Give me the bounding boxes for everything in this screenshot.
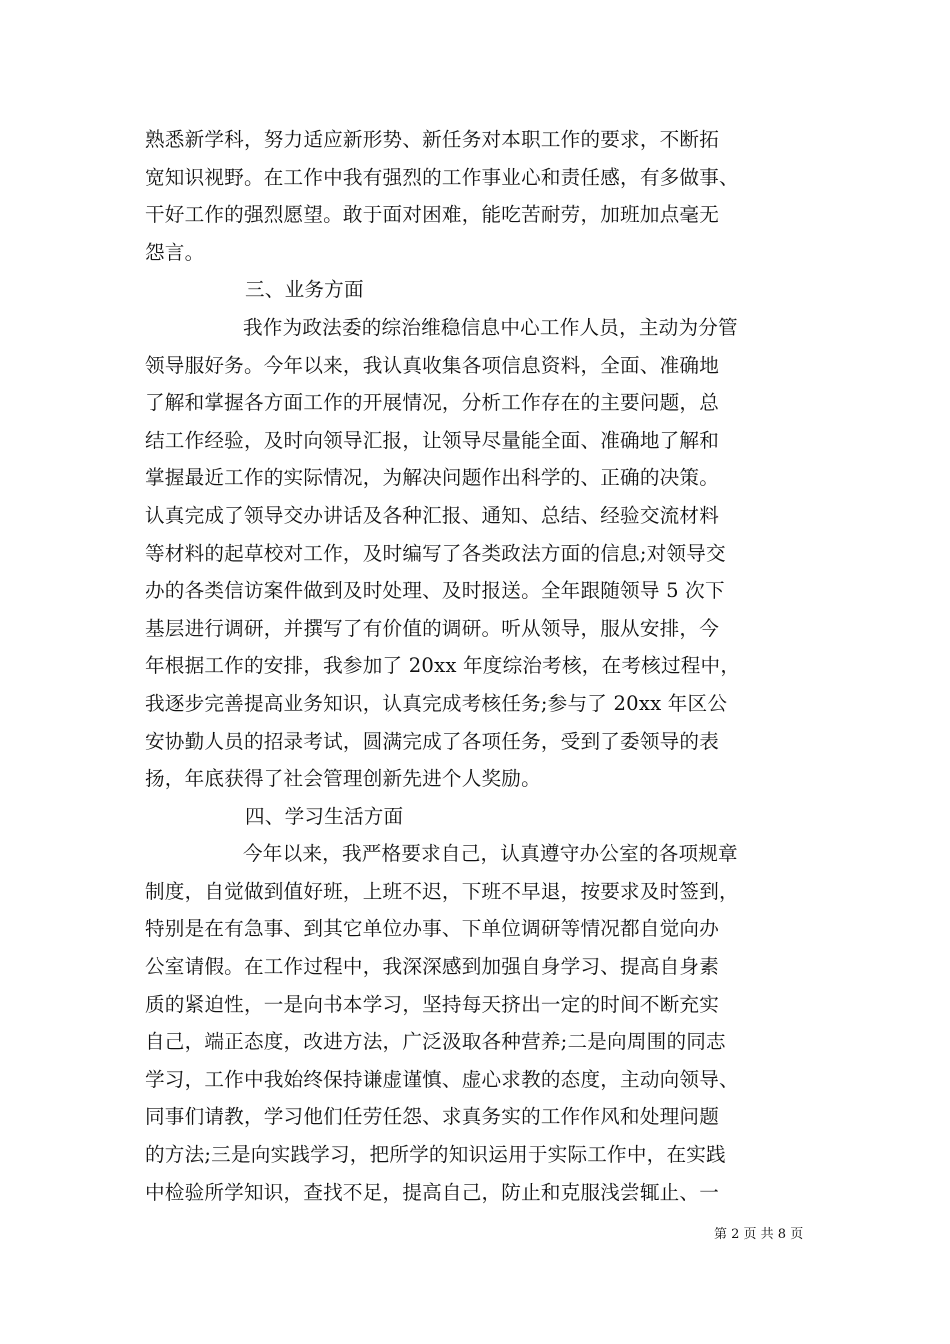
- section-heading-study-life: 四、学习生活方面: [245, 804, 404, 828]
- paragraph-line: 特别是在有急事、到其它单位办事、下单位调研等情况都自觉向办: [145, 917, 720, 941]
- paragraph-line: 掌握最近工作的实际情况，为解决问题作出科学的、正确的决策。: [145, 466, 720, 490]
- paragraph-line: 结工作经验，及时向领导汇报，让领导尽量能全面、准确地了解和: [145, 428, 720, 452]
- page-number: 第 2 页 共 8 页: [714, 1227, 804, 1242]
- paragraph-line: 认真完成了领导交办讲话及各种汇报、通知、总结、经验交流材料: [145, 503, 720, 527]
- paragraph-line: 基层进行调研，并撰写了有价值的调研。听从领导，服从安排，今: [145, 616, 720, 640]
- paragraph-line: 质的紧迫性，一是向书本学习，坚持每天挤出一定的时间不断充实: [145, 992, 720, 1016]
- document-body: [145, 121, 835, 1211]
- paragraph-line: 干好工作的强烈愿望。敢于面对困难，能吃苦耐劳，加班加点毫无: [145, 203, 720, 227]
- paragraph-line: 了解和掌握各方面工作的开展情况，分析工作存在的主要问题，总: [145, 391, 720, 415]
- paragraph-line: 扬，年底获得了社会管理创新先进个人奖励。: [145, 767, 541, 791]
- paragraph-line: 自己，端正态度，改进方法，广泛汲取各种营养;二是向周围的同志: [145, 1030, 726, 1054]
- paragraph-line: 同事们请教，学习他们任劳任怨、求真务实的工作作风和处理问题: [145, 1105, 720, 1129]
- paragraph-line: 我逐步完善提高业务知识，认真完成考核任务;参与了 20xx 年区公: [145, 691, 728, 715]
- section-heading-business: 三、业务方面: [245, 278, 364, 302]
- paragraph-line: 领导服好务。今年以来，我认真收集各项信息资料，全面、准确地: [145, 353, 720, 377]
- paragraph-line: 中检验所学知识，查找不足，提高自己，防止和克服浅尝辄止、一: [145, 1180, 720, 1204]
- paragraph-line: 年根据工作的安排，我参加了 20xx 年度综治考核，在考核过程中，: [145, 654, 741, 678]
- paragraph-line: 的方法;三是向实践学习，把所学的知识运用于实际工作中，在实践: [145, 1143, 726, 1167]
- paragraph-line: 等材料的起草校对工作，及时编写了各类政法方面的信息;对领导交: [145, 541, 726, 565]
- paragraph-line: 宽知识视野。在工作中我有强烈的工作事业心和责任感，有多做事、: [145, 165, 739, 189]
- paragraph-line: 我作为政法委的综治维稳信息中心工作人员，主动为分管: [243, 315, 738, 339]
- paragraph-line: 熟悉新学科，努力适应新形势、新任务对本职工作的要求，不断拓: [145, 128, 720, 151]
- paragraph-line: 办的各类信访案件做到及时处理、及时报送。全年跟随领导 5 次下: [145, 579, 725, 603]
- paragraph-line: 制度，自觉做到值好班，上班不迟，下班不早退，按要求及时签到，: [145, 879, 739, 903]
- paragraph-line: 怨言。: [145, 240, 205, 264]
- paragraph-line: 公室请假。在工作过程中，我深深感到加强自身学习、提高自身素: [145, 955, 720, 979]
- paragraph-line: 安协勤人员的招录考试，圆满完成了各项任务，受到了委领导的表: [145, 729, 720, 753]
- paragraph-line: 学习，工作中我始终保持谦虚谨慎、虚心求教的态度，主动向领导、: [145, 1067, 739, 1091]
- paragraph-line: 今年以来，我严格要求自己，认真遵守办公室的各项规章: [243, 842, 738, 866]
